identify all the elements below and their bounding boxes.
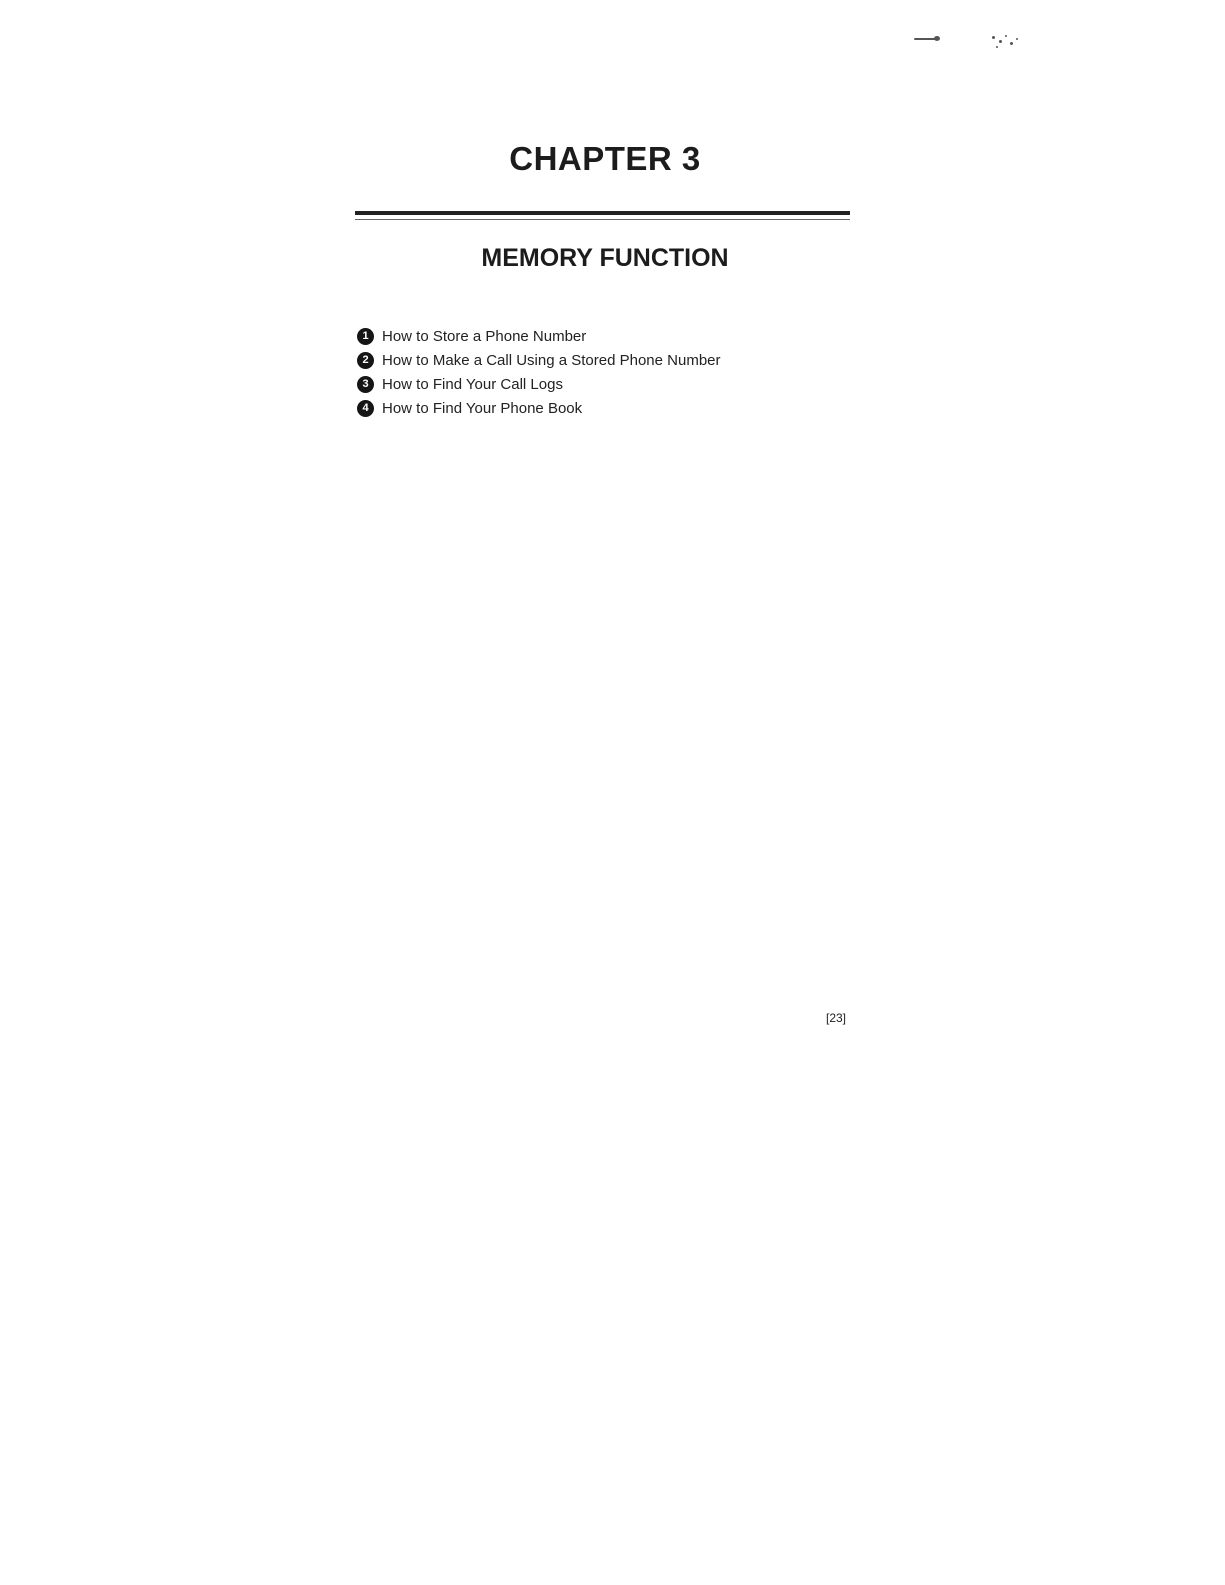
scan-speck — [999, 40, 1002, 43]
list-item-label: How to Store a Phone Number — [382, 327, 587, 345]
chapter-contents-list — [357, 324, 721, 420]
scan-speck — [1010, 42, 1013, 45]
scan-speck — [934, 36, 940, 41]
list-item — [357, 324, 721, 348]
page-number: [23] — [826, 1011, 847, 1025]
list-item — [357, 396, 721, 420]
chapter-title: CHAPTER 3 — [509, 140, 701, 177]
divider-thick-line — [355, 211, 850, 215]
list-item-label: How to Find Your Phone Book — [382, 399, 583, 417]
scan-speck — [1016, 38, 1018, 40]
list-item — [357, 348, 721, 372]
list-item-label: How to Make a Call Using a Stored Phone Number — [382, 351, 721, 369]
list-item-label: How to Find Your Call Logs — [382, 375, 563, 393]
section-title: MEMORY FUNCTION — [481, 244, 729, 272]
list-item — [357, 372, 721, 396]
divider-thin-line — [355, 219, 850, 220]
scan-speck — [992, 36, 995, 39]
number-circle-icon: 3 — [357, 376, 374, 393]
number-circle-icon: 1 — [357, 328, 374, 345]
scan-speck — [914, 38, 936, 40]
number-circle-icon: 4 — [357, 400, 374, 417]
chapter-divider — [355, 211, 850, 225]
scan-speck — [996, 46, 998, 48]
scan-speck — [1005, 35, 1007, 37]
number-circle-icon: 2 — [357, 352, 374, 369]
